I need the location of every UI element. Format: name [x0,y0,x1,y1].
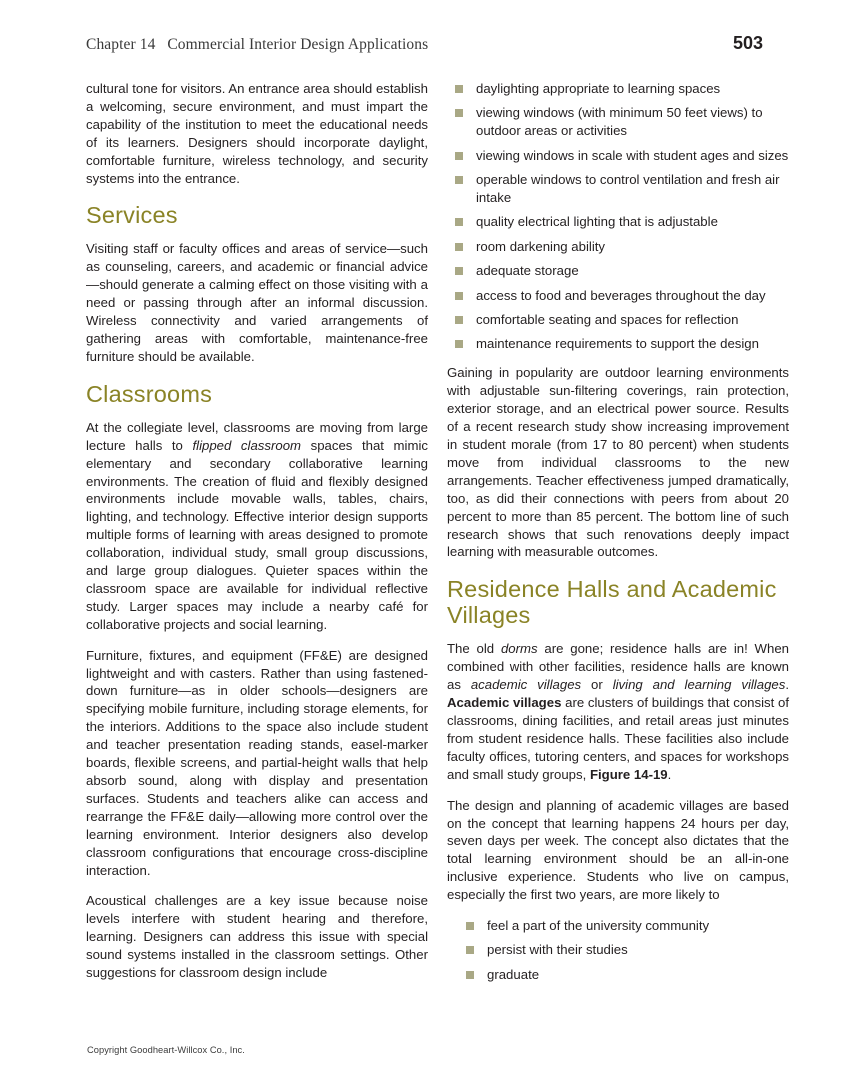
chapter-title: Chapter 14 Commercial Interior Design Applications [86,36,429,53]
list-item-label: adequate storage [476,263,579,279]
list-item [447,917,789,935]
list-item-label: daylighting appropriate to learning spaces [476,81,721,96]
list-item-label: quality electrical lighting that is adjustable [476,214,718,230]
italic-term-flipped-classroom: flipped classroom [192,437,302,453]
list-item-label: comfortable seating and spaces for reflection [476,312,739,328]
list-item [447,287,789,305]
left-column [86,80,428,982]
list-item-label: graduate [487,966,540,982]
text-run: are clusters of buildings that consist of classrooms, dining facilities, and retail areas just minutes from student residence halls. These facilities also include faculty offices, tutoring centers, and spaces for workshops and small study groups, [447,695,789,782]
list-item [447,311,789,329]
text-run: spaces that mimic elementary and secondary collaborative learning environments. The creation of fluid and flexibly designed environments include movable walls, tables, chairs, lighting, and technology. Effective interior design supports multiple forms of learning with areas designed to promote collaboration, individual study, small group discussions, and large group dialogues. Quieter spaces within the classroom space are available for individual reflective study. Larger spaces may include a nearby café for collaborative projects and social learning. [86,437,428,632]
square-bullet-icon [455,243,463,251]
list-item-label: feel a part of the university community [487,918,710,934]
list-item [447,262,789,280]
paragraph-classrooms-1 [86,419,428,634]
list-item-label: operable windows to control ventilation and fresh air intake [476,172,780,206]
running-head [86,33,763,54]
right-column [447,80,789,995]
list-students-more-likely-to [447,917,789,984]
heading-services: Services [86,202,178,229]
paragraph-continued: cultural tone for visitors. An entrance area should establish a welcoming, secure environment, and must impart the capability of the institution to meet the educational needs of its learners. Designers should incorporate daylight, comfortable furniture, wireless technology, and security systems into the entrance. [86,81,428,186]
square-bullet-icon [455,109,463,117]
paragraph-classrooms-2: Furniture, fixtures, and equipment (FF&E) are designed lightweight and with casters. Rather than using fastened-down furniture—as in older schools—designers are specifying mobile furniture, including storage elements, for the interiors. Additions to the space also include student and teacher presentation reading stands, easel-marker boards, flexible screens, and partial-height walls that help absorb sound, along with display and presentation surfaces. Students and teachers alike can access and rearrange the FF&E daily—allowing more control over the learning environment. Interior designers also develop classroom configurations that encourage cross-discipline interaction. [86,647,428,878]
list-classroom-design-suggestions [447,80,789,353]
list-item [447,941,789,959]
square-bullet-icon [455,152,463,160]
text-run: . [785,677,790,693]
page-number: 503 [732,33,763,53]
italic-term-dorms: dorms [500,641,538,657]
text-run: or [581,677,613,693]
list-item-label: access to food and beverages throughout the day [476,287,766,303]
list-item-label: maintenance requirements to support the design [476,336,759,352]
copyright-notice: Copyright Goodheart-Willcox Co., Inc. [87,1045,245,1055]
square-bullet-icon [455,292,463,300]
italic-term-academic-villages: academic villages [470,677,582,693]
square-bullet-icon [455,340,463,348]
list-item-label: persist with their studies [487,942,628,958]
list-item [447,171,789,207]
paragraph-classrooms-3: Acoustical challenges are a key issue because noise levels interfere with student hearing and therefore, learning. Designers can address this issue with special sound systems installed in the classroom settings. Other suggestions for classroom design include [86,893,428,981]
italic-term-living-learning-villages: living and learning villages [612,677,786,693]
paragraph-residence-1 [447,640,789,783]
square-bullet-icon [455,218,463,226]
list-item [447,104,789,140]
square-bullet-icon [455,85,463,93]
heading-residence-halls-academic-villages: Residence Halls and Academic Villages [447,576,777,629]
square-bullet-icon [455,176,463,184]
text-run: At the collegiate level, classrooms are moving from large lecture halls to [86,419,428,453]
list-item-label: room darkening ability [476,238,606,254]
paragraph-outdoor-learning: Gaining in popularity are outdoor learning environments with adjustable sun-filtering coverings, rain protection, exterior storage, and an electrical power source. Results of a recent research study show increasing improvement in student morale (from 17 to 80 percent) when students move from individual classrooms to the new arrangements. Teacher effectiveness jumped dramatically, too, as did their connections with peers from about 20 percent to more than 85 percent. The bottom line of such research shows that such renovations deeply impact learning with measurable outcomes. [447,365,789,560]
paragraph-services: Visiting staff or faculty offices and areas of service—such as counseling, careers, and academic or financial advice—should generate a calming effect on those visiting with a need or passing through after an informal discussion. Wireless connectivity and varied arrangements of gathering areas with comfortable, maintenance-free furniture should be available. [86,241,428,364]
square-bullet-icon [466,946,474,954]
paragraph-residence-2: The design and planning of academic villages are based on the concept that learning happens 24 hours per day, seven days per week. The concept also dictates that the total learning environment should be an all-in-one inclusive experience. Students who live on campus, especially the first two years, are more likely to [447,797,789,903]
square-bullet-icon [466,971,474,979]
list-item-label: viewing windows (with minimum 50 feet views) to outdoor areas or activities [476,105,763,139]
square-bullet-icon [455,316,463,324]
list-item [447,238,789,256]
list-item [447,966,789,984]
text-run: . [667,766,672,782]
text-run: are gone; residence halls are in! When combined with other facilities, residence halls are known as [447,641,789,693]
heading-classrooms: Classrooms [86,380,213,407]
list-item [447,80,789,98]
text-run: The old [447,641,501,657]
figure-reference: Figure 14-19 [589,766,668,782]
list-item [447,335,789,353]
list-item-label: viewing windows in scale with student ages and sizes [476,147,789,163]
square-bullet-icon [455,267,463,275]
bold-term-academic-villages: Academic villages [447,695,562,711]
list-item [447,147,789,165]
square-bullet-icon [466,922,474,930]
list-item [447,213,789,231]
